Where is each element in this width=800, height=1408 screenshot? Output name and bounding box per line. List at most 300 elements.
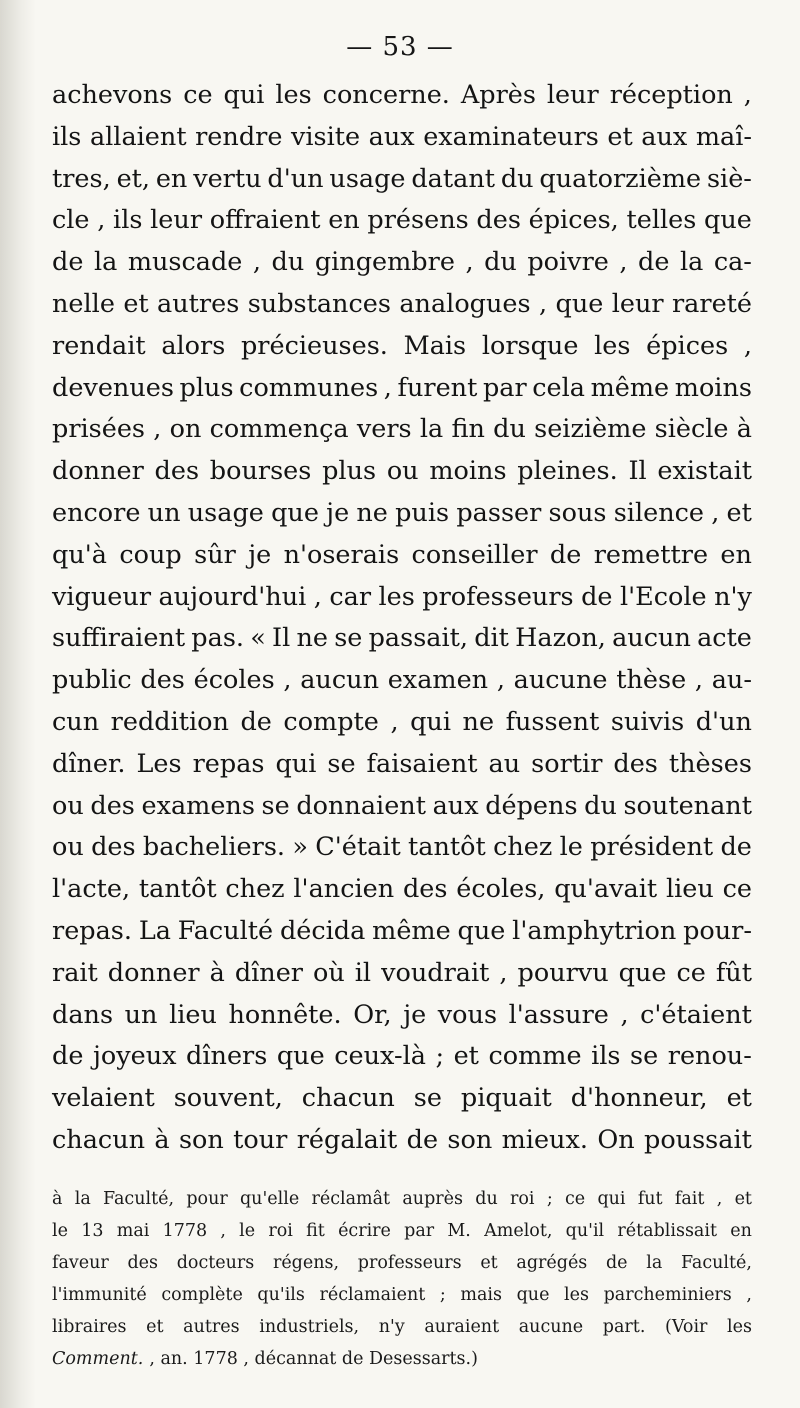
word: renou- — [667, 1041, 752, 1072]
word: Amelot, — [484, 1221, 553, 1241]
word: son — [178, 1124, 224, 1155]
word: réception — [609, 80, 733, 110]
word: ne — [356, 497, 388, 528]
word: et — [146, 1317, 164, 1337]
word: des — [140, 665, 185, 696]
word: aux — [432, 790, 479, 821]
text-line — [52, 117, 752, 159]
word: fut — [637, 1189, 663, 1209]
word: de — [240, 706, 272, 737]
word: seizième — [534, 414, 647, 445]
word: qui — [597, 1189, 626, 1209]
word: ou — [52, 832, 84, 863]
word: écrire — [338, 1221, 391, 1241]
text-line — [52, 326, 752, 368]
word: ils — [52, 121, 82, 152]
word: et — [726, 1083, 752, 1114]
word: existait — [657, 456, 752, 487]
word: , — [694, 665, 703, 696]
word: fait — [674, 1189, 705, 1209]
word: libraires — [52, 1317, 127, 1337]
word: lieu — [169, 999, 217, 1030]
word: Hazon, — [515, 623, 606, 654]
word: du — [493, 414, 526, 445]
word: communes — [239, 372, 379, 403]
text-line — [52, 368, 752, 410]
word: aucun — [300, 665, 379, 696]
text-line — [52, 409, 752, 451]
word: allaient — [89, 121, 187, 152]
word: décida — [279, 915, 366, 946]
word: fût — [715, 957, 752, 988]
word: et — [607, 121, 633, 152]
word: docteurs — [176, 1253, 255, 1273]
word: telles — [626, 205, 697, 236]
word: je — [403, 999, 427, 1030]
word: poivre — [527, 247, 609, 278]
word: rendre — [195, 121, 283, 152]
word: par — [482, 372, 527, 403]
word: même — [590, 372, 670, 403]
word: l'ancien — [293, 874, 395, 905]
word: les — [594, 330, 631, 361]
word: de — [638, 247, 670, 278]
word: du — [475, 1189, 498, 1209]
word: Faculté, — [680, 1253, 752, 1273]
word: je — [248, 539, 272, 570]
word: Faculté, — [103, 1189, 175, 1209]
word: en — [155, 163, 188, 194]
word: à — [736, 414, 752, 445]
word: siècle — [654, 414, 729, 445]
word: leur — [546, 80, 599, 110]
page-edge-shadow — [0, 0, 36, 1408]
word: et — [480, 1253, 498, 1273]
word: , — [465, 247, 474, 278]
text-line — [52, 493, 752, 535]
word: roi — [268, 1221, 293, 1241]
footnote-citation-rest: , an. 1778 , décannat de Desessarts.) — [149, 1349, 478, 1369]
word: , — [220, 1221, 226, 1241]
word: qu'ils — [257, 1285, 305, 1305]
word: n'y — [714, 581, 752, 612]
word: passer — [456, 497, 542, 528]
word: datant — [411, 163, 496, 194]
word: chacun — [52, 1124, 146, 1155]
word: on — [169, 414, 202, 445]
word: que — [555, 288, 604, 319]
word: , — [313, 581, 322, 612]
word: faveur — [52, 1253, 109, 1273]
word: en — [720, 539, 752, 570]
word: auraient — [424, 1317, 500, 1337]
word: donnaient — [296, 790, 426, 821]
text-line — [52, 242, 752, 284]
word: C'était — [315, 832, 401, 863]
word: à — [209, 957, 225, 988]
word: de — [605, 1253, 628, 1273]
text-line — [52, 535, 752, 577]
word: du — [584, 790, 617, 821]
word: parcheminiers — [603, 1285, 732, 1305]
word: alors — [161, 330, 226, 361]
word: que — [704, 205, 752, 236]
word: vers — [356, 414, 412, 445]
footnote-line — [52, 1279, 752, 1311]
word: les — [564, 1285, 589, 1305]
word: dîners — [186, 1041, 268, 1072]
word: fussent — [505, 706, 600, 737]
word: chez — [225, 874, 285, 905]
word: achevons — [52, 80, 173, 110]
word: puis — [395, 497, 450, 528]
word: ce — [565, 1189, 586, 1209]
word: Mais — [403, 330, 467, 361]
word: silence — [613, 497, 704, 528]
word: usage — [329, 163, 406, 194]
word: offraient — [209, 205, 321, 236]
word: du — [271, 247, 305, 278]
word: , — [716, 1189, 723, 1209]
word: donner — [107, 957, 200, 988]
word: tantôt — [138, 874, 217, 905]
word: cle — [52, 205, 90, 236]
word: coup — [119, 539, 182, 570]
word: dîner. — [52, 748, 126, 779]
word: pas. — [191, 623, 245, 654]
word: à — [52, 1189, 63, 1209]
word: le — [52, 1221, 68, 1241]
word: le — [239, 1221, 256, 1241]
word: public — [52, 665, 132, 696]
word: repas. — [52, 915, 132, 946]
word: honnête. — [228, 999, 342, 1030]
word: ce — [676, 957, 706, 988]
text-line — [52, 618, 752, 660]
word: professeurs — [422, 581, 574, 612]
word: remettre — [593, 539, 709, 570]
word: de — [581, 581, 613, 612]
word: examinateurs — [423, 121, 599, 152]
word: au — [488, 748, 521, 779]
word: d'honneur, — [570, 1083, 708, 1114]
word: l'immunité — [52, 1285, 147, 1305]
word: qui — [223, 80, 265, 110]
word: lieu — [665, 874, 714, 905]
word: comme — [488, 1041, 582, 1072]
word: un — [147, 497, 181, 528]
word: des — [90, 790, 135, 821]
word: furent — [397, 372, 478, 403]
word: il — [354, 957, 372, 988]
word: moins — [674, 372, 752, 403]
word: sûr — [194, 539, 236, 570]
word: président — [590, 832, 714, 863]
word: des — [476, 205, 521, 236]
word: piquait — [460, 1083, 552, 1114]
word: » — [292, 832, 308, 863]
word: autres — [183, 1317, 240, 1337]
word: devenues — [52, 372, 174, 403]
word: Il — [628, 456, 647, 487]
word: complète — [161, 1285, 243, 1305]
word: sous — [548, 497, 607, 528]
word: de — [52, 247, 84, 278]
text-line — [52, 827, 752, 869]
word: rétablissait — [617, 1221, 717, 1241]
word: roi — [510, 1189, 535, 1209]
word: épices, — [528, 205, 619, 236]
text-line — [52, 577, 752, 619]
word: d'un — [695, 706, 752, 737]
word: industriels, — [259, 1317, 360, 1337]
word: leur — [150, 205, 203, 236]
word: ou — [386, 456, 419, 487]
word: Il — [272, 623, 291, 654]
word: régalait — [296, 1124, 398, 1155]
word: les — [275, 80, 312, 110]
word: dîner — [234, 957, 303, 988]
text-line — [52, 1120, 752, 1162]
word: part. — [602, 1317, 646, 1337]
word: de — [52, 1041, 84, 1072]
word: d'un — [267, 163, 324, 194]
word: moins — [429, 456, 507, 487]
word: concerne. — [322, 80, 450, 110]
word: que — [271, 497, 319, 528]
word: commença — [209, 414, 349, 445]
word: Or, — [353, 999, 392, 1030]
word: présens — [367, 205, 469, 236]
word: ce — [722, 874, 752, 905]
word: rait — [52, 957, 98, 988]
word: de — [549, 539, 582, 570]
word: bourses — [209, 456, 312, 487]
word: tres, — [52, 163, 111, 194]
text-line — [52, 744, 752, 786]
word: où — [313, 957, 345, 988]
word: joyeux — [92, 1041, 177, 1072]
word: donner — [52, 456, 144, 487]
word: que — [516, 1285, 550, 1305]
text-line — [52, 869, 752, 911]
word: tour — [233, 1124, 288, 1155]
word: ca- — [713, 247, 752, 278]
word: ils — [113, 205, 143, 236]
word: ; — [439, 1285, 446, 1305]
word: dit — [474, 623, 509, 654]
text-line — [52, 284, 752, 326]
text-line — [52, 1036, 752, 1078]
word: pour — [186, 1189, 228, 1209]
word: substances — [247, 288, 391, 319]
word: ; — [435, 1041, 445, 1072]
word: , — [539, 288, 548, 319]
word: des — [91, 832, 136, 863]
word: des — [127, 1253, 159, 1273]
word: en — [328, 205, 360, 236]
word: en — [730, 1221, 752, 1241]
text-line — [52, 200, 752, 242]
word: de — [720, 832, 752, 863]
word: qu'il — [565, 1221, 605, 1241]
word: , — [743, 80, 752, 110]
word: ; — [546, 1189, 553, 1209]
word: dépens — [485, 790, 578, 821]
word: quatorzième — [539, 163, 702, 194]
word: La — [138, 915, 171, 946]
word: ceux-là — [334, 1041, 426, 1072]
word: se — [630, 1041, 659, 1072]
word: ne — [462, 706, 495, 737]
word: reddition — [110, 706, 229, 737]
word: , — [743, 330, 752, 361]
word: les — [378, 581, 415, 612]
word: plus — [179, 372, 234, 403]
word: la — [679, 247, 704, 278]
word: aujourd'hui — [158, 581, 307, 612]
word: réclamaient — [319, 1285, 426, 1305]
word: le — [559, 832, 583, 863]
word: pleines. — [517, 456, 618, 487]
word: que — [618, 957, 667, 988]
word: encore — [52, 497, 141, 528]
word: passait, — [368, 623, 468, 654]
word: pour- — [683, 915, 752, 946]
word: siè- — [706, 163, 752, 194]
word: 1778 — [162, 1221, 208, 1241]
word: qui — [410, 706, 451, 737]
word: suffiraient — [52, 623, 186, 654]
word: et — [734, 1189, 752, 1209]
word: dans — [52, 999, 114, 1030]
word: son — [447, 1124, 493, 1155]
word: chacun — [301, 1083, 395, 1114]
word: la — [74, 1189, 91, 1209]
word: ou — [52, 790, 84, 821]
word: des — [613, 748, 658, 779]
word: et — [453, 1041, 479, 1072]
word: qu'elle — [239, 1189, 300, 1209]
word: fit — [306, 1221, 325, 1241]
word: mieux. — [501, 1124, 588, 1155]
word: , — [499, 957, 508, 988]
word: , — [153, 414, 162, 445]
word: rareté — [671, 288, 752, 319]
word: voudrait — [381, 957, 490, 988]
word: 13 — [81, 1221, 104, 1241]
word: la — [646, 1253, 663, 1273]
word: la — [419, 414, 444, 445]
word: mai — [116, 1221, 150, 1241]
word: nelle — [52, 288, 115, 319]
word: vous — [437, 999, 498, 1030]
word: Les — [136, 748, 182, 779]
word: l'Ecole — [619, 581, 707, 612]
footnote-line-last — [52, 1343, 752, 1375]
word: précieuses. — [240, 330, 388, 361]
word: repas — [192, 748, 265, 779]
word: professeurs — [357, 1253, 462, 1273]
word: l'acte, — [52, 874, 131, 905]
word: les — [727, 1317, 752, 1337]
word: ils — [591, 1041, 621, 1072]
word: au- — [711, 665, 752, 696]
word: , — [619, 247, 628, 278]
word: , — [496, 665, 505, 696]
word: réclamât — [311, 1189, 391, 1209]
word: des — [154, 456, 200, 487]
word: , — [383, 372, 392, 403]
word: On — [597, 1124, 635, 1155]
word: maî- — [695, 121, 752, 152]
word: n'y — [378, 1317, 405, 1337]
word: et, — [116, 163, 151, 194]
word: chez — [493, 832, 553, 863]
word: pourvu — [517, 957, 609, 988]
text-line — [52, 660, 752, 702]
word: poussait — [644, 1124, 752, 1155]
word: autres — [157, 288, 240, 319]
word: je — [326, 497, 350, 528]
word: qu'à — [52, 539, 107, 570]
word: vertu — [193, 163, 262, 194]
word: se — [261, 790, 290, 821]
word: souvent, — [173, 1083, 283, 1114]
word: aux — [368, 121, 415, 152]
word: agrégés — [516, 1253, 588, 1273]
word: thèses — [668, 748, 752, 779]
word: velaient — [52, 1083, 155, 1114]
word: sortir — [531, 748, 603, 779]
word: thèse — [616, 665, 687, 696]
word: usage — [187, 497, 264, 528]
word: fin — [451, 414, 485, 445]
word: écoles, — [456, 874, 546, 905]
word: un — [124, 999, 158, 1030]
word: , — [97, 205, 106, 236]
word: aux — [641, 121, 688, 152]
word: épices — [646, 330, 729, 361]
word: car — [329, 581, 372, 612]
word: aucun — [612, 623, 691, 654]
word: des — [402, 874, 448, 905]
word: soutenant — [623, 790, 752, 821]
word: c'étaient — [640, 999, 752, 1030]
word: se — [413, 1083, 442, 1114]
word: , — [390, 706, 399, 737]
word: vigueur — [52, 581, 152, 612]
word: et — [726, 497, 752, 528]
text-line — [52, 911, 752, 953]
word: « — [250, 623, 266, 654]
word: n'oserais — [283, 539, 400, 570]
word: prisées — [52, 414, 146, 445]
word: , — [252, 247, 262, 278]
word: lorsque — [481, 330, 579, 361]
word: du — [500, 163, 534, 194]
word: , — [283, 665, 292, 696]
word: mais — [460, 1285, 503, 1305]
word: rendait — [52, 330, 146, 361]
word: leur — [611, 288, 664, 319]
word: à — [154, 1124, 170, 1155]
word: du — [484, 247, 517, 278]
text-line — [52, 75, 752, 117]
word: tantôt — [408, 832, 486, 863]
footnote-line — [52, 1215, 752, 1247]
word: de — [406, 1124, 439, 1155]
